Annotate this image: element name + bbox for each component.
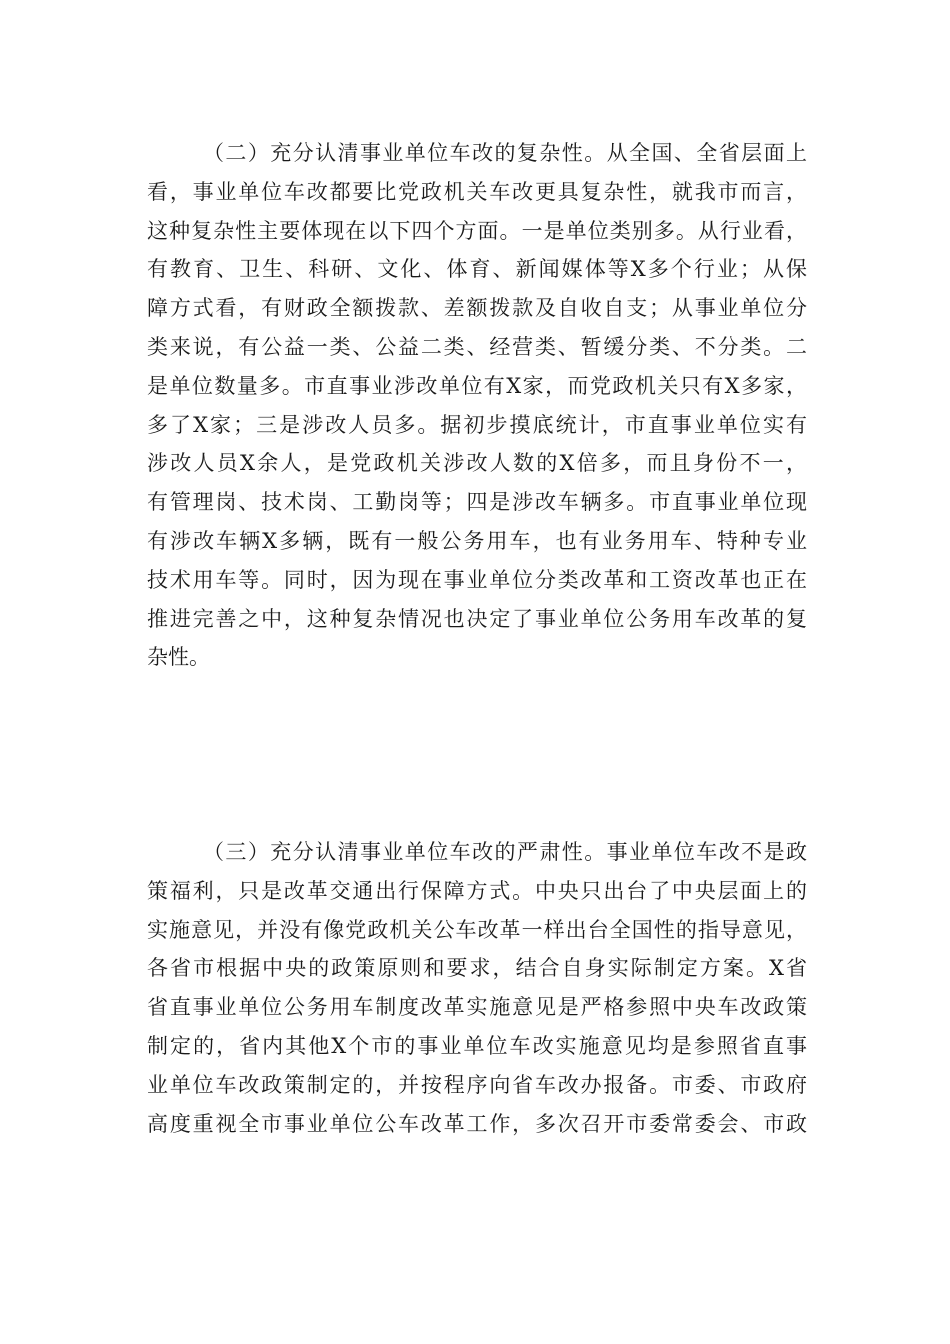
paragraph-line: 策福利，只是改革交通出行保障方式。中央只出台了中央层面上的 [147,878,807,903]
paragraph-line: 多了X家；三是涉改人员多。据初步摸底统计，市直事业单位实有 [147,412,807,437]
paragraph-line: 制定的，省内其他X个市的事业单位车改实施意见均是参照省直事 [147,1033,807,1058]
paragraph-line: 障方式看，有财政全额拨款、差额拨款及自收自支；从事业单位分 [147,296,807,321]
paragraph-line: 高度重视全市事业单位公车改革工作，多次召开市委常委会、市政 [147,1111,807,1136]
paragraph-complexity [147,134,807,677]
paragraph-line: 这种复杂性主要体现在以下四个方面。一是单位类别多。从行业看， [147,218,807,243]
paragraph-line: 推进完善之中，这种复杂情况也决定了事业单位公务用车改革的复 [147,606,807,631]
paragraph-line: 有管理岗、技术岗、工勤岗等；四是涉改车辆多。市直事业单位现 [147,490,807,515]
paragraph-line: 看，事业单位车改都要比党政机关车改更具复杂性，就我市而言， [147,179,807,204]
paragraph-line: （三）充分认清事业单位车改的严肃性。事业单位车改不是政 [203,840,807,864]
paragraph-line: （二）充分认清事业单位车改的复杂性。从全国、全省层面上 [203,141,807,165]
paragraph-line: 类来说，有公益一类、公益二类、经营类、暂缓分类、不分类。二 [147,334,807,359]
paragraph-line: 业单位车改政策制定的，并按程序向省车改办报备。市委、市政府 [147,1072,807,1097]
paragraph-line: 涉改人员X余人，是党政机关涉改人数的X倍多，而且身份不一， [147,451,807,476]
paragraph-line: 有涉改车辆X多辆，既有一般公务用车，也有业务用车、特种专业 [147,528,807,553]
paragraph-seriousness [147,833,807,1143]
paragraph-line: 是单位数量多。市直事业涉改单位有X家，而党政机关只有X多家， [147,373,807,398]
paragraph-line: 有教育、卫生、科研、文化、体育、新闻媒体等X多个行业；从保 [147,257,807,282]
paragraph-line: 实施意见，并没有像党政机关公车改革一样出台全国性的指导意见， [147,917,807,942]
paragraph-line: 省直事业单位公务用车制度改革实施意见是严格参照中央车改政策 [147,995,807,1020]
paragraph-line: 各省市根据中央的政策原则和要求，结合自身实际制定方案。X省 [147,956,807,981]
paragraph-line: 技术用车等。同时，因为现在事业单位分类改革和工资改革也正在 [147,567,807,592]
paragraph-line: 杂性。 [147,645,210,670]
